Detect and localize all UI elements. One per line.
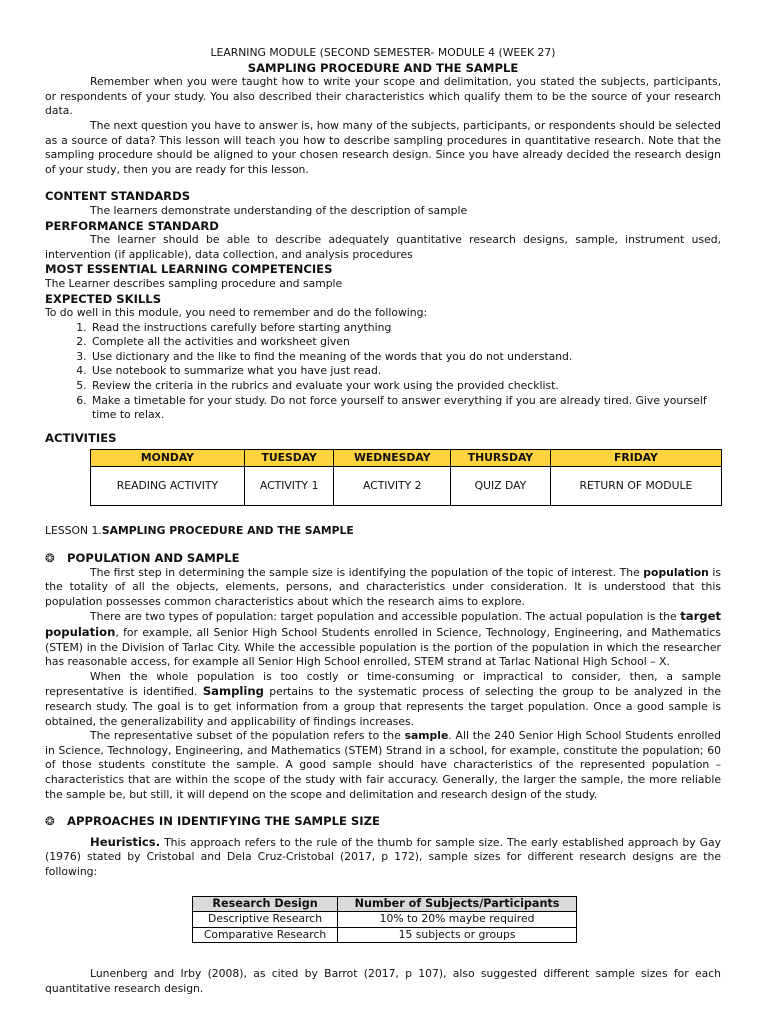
day-header-thursday: THURSDAY	[451, 450, 551, 467]
skill-item: 4. Use notebook to summarize what you have just read.	[90, 364, 721, 379]
population-paragraph-3: When the whole population is too costly or time-consuming or impractical to consider, then, a sample representative is identified. Sampling pertains to the systematic process of selecting the group to be analyzed in the research study. The goal is to get information from a group that represents the target population. Once a good sample is obtained, the generalizability and applicability of findings increases.	[45, 669, 721, 728]
expected-skills-heading: EXPECTED SKILLS	[45, 291, 162, 306]
intro-paragraph-2: The next question you have to answer is, how many of the subjects, participants, or respondents should be selected as a source of data? This lesson will teach you how to describe sampling procedures in quantitative research. Note that the sampling procedure should be aligned to your chosen research design. Since you have already decided the research design of your study, then you are ready for this lesson.	[45, 118, 721, 176]
closing-paragraph: Lunenberg and Irby (2008), as cited by Barrot (2017, p 107), also suggested different sample sizes for each quantitative research design.	[45, 967, 721, 995]
population-heading-row	[45, 551, 721, 566]
task-monday: READING ACTIVITY	[91, 467, 245, 506]
approaches-heading-row	[45, 814, 721, 829]
activities-schedule-table	[90, 449, 722, 506]
skill-item: 6. Make a timetable for your study. Do not force yourself to answer everything if you are already tired. Give yourself time to relax.	[90, 394, 721, 423]
population-paragraph-2: There are two types of population: target population and accessible population. The actual population is the target population, for example, all Senior High School Students enrolled in Science, Technology, Engineering, and Mathematics (STEM) in the Division of Tarlac City. While the accessible population is the portion of the population in which the researcher has reasonable access, for example all Senior High School enrolled, STEM strand at Tarlac National High School – X.	[45, 609, 721, 669]
lesson-heading	[45, 524, 721, 539]
module-title: SAMPLING PROCEDURE AND THE SAMPLE	[247, 60, 519, 75]
skill-item: 5. Review the criteria in the rubrics and evaluate your work using the provided checklist.	[90, 379, 721, 394]
skills-list	[45, 321, 721, 423]
competencies-text: The Learner describes sampling procedure and sample	[45, 276, 343, 290]
module-page	[45, 46, 721, 996]
skill-item: 1. Read the instructions carefully before starting anything	[90, 321, 721, 336]
table-row: Descriptive Research 10% to 20% maybe required	[193, 912, 577, 928]
day-header-monday: MONDAY	[91, 450, 245, 467]
skill-item: 2. Complete all the activities and worksheet given	[90, 335, 721, 350]
approaches-heading: APPROACHES IN IDENTIFYING THE SAMPLE SIZE	[67, 814, 380, 829]
table-row: Comparative Research 15 subjects or groups	[193, 927, 577, 943]
gear-bullet-icon: ❂	[45, 814, 55, 829]
expected-skills-lead: To do well in this module, you need to remember and do the following:	[45, 306, 428, 320]
lesson-prefix: LESSON 1.	[45, 524, 102, 538]
research-design-table	[192, 896, 577, 944]
day-header-friday: FRIDAY	[550, 450, 721, 467]
competencies-heading: MOST ESSENTIAL LEARNING COMPETENCIES	[45, 262, 333, 277]
heuristics-paragraph: Heuristics. This approach refers to the rule of the thumb for sample size. The early established approach by Gay (1976) stated by Cristobal and Dela Cruz-Cristobal (2017, p 172), sample sizes for different research designs are the following:	[45, 834, 721, 878]
activities-heading: ACTIVITIES	[45, 430, 117, 445]
task-friday: RETURN OF MODULE	[550, 467, 721, 506]
day-header-wednesday: WEDNESDAY	[334, 450, 451, 467]
population-paragraph-1: The first step in determining the sample size is identifying the population of the topic of interest. The population is the totality of all the objects, elements, persons, and characteristics under consideration. It is understood that this population possesses common characteristics about which the research aims to explore.	[45, 565, 722, 608]
gear-bullet-icon: ❂	[45, 551, 55, 566]
population-paragraph-4: The representative subset of the population refers to the sample. All the 240 Senior High School Students enrolled in Science, Technology, Engineering, and Mathematics (STEM) Strand in a school, for example, constitute the population; 60 of those students constitute the sample. A good sample should have characteristics of the represented population – characteristics that are within the scope of the study with fair accuracy. Generally, the larger the sample, the more reliable the sample be, but still, it will depend on the scope and delimitation and research design of the study.	[45, 729, 721, 801]
task-wednesday: ACTIVITY 2	[334, 467, 451, 506]
intro-paragraph-1: Remember when you were taught how to write your scope and delimitation, you stated the subjects, participants, or respondents of your study. You also described their characteristics which qualify them to be the source of your research data.	[45, 75, 721, 118]
task-tuesday: ACTIVITY 1	[244, 467, 334, 506]
content-standards-heading: CONTENT STANDARDS	[45, 189, 191, 204]
col-header-subjects: Number of Subjects/Participants	[338, 896, 577, 912]
performance-standard-text: The learner should be able to describe adequately quantitative research designs, sample, instrument used, intervention (if applicable), data collection, and analysis procedures	[45, 233, 721, 261]
performance-standard-heading: PERFORMANCE STANDARD	[45, 218, 219, 233]
content-standards-text: The learners demonstrate understanding of the description of sample	[90, 203, 468, 217]
day-header-tuesday: TUESDAY	[244, 450, 334, 467]
lesson-title: SAMPLING PROCEDURE AND THE SAMPLE	[101, 524, 354, 538]
task-thursday: QUIZ DAY	[451, 467, 551, 506]
module-label: LEARNING MODULE (SECOND SEMESTER- MODULE 4 (WEEK 27)	[210, 46, 556, 59]
skill-item: 3. Use dictionary and the like to find the meaning of the words that you do not understand.	[90, 350, 721, 365]
col-header-research-design: Research Design	[193, 896, 338, 912]
population-heading: POPULATION AND SAMPLE	[67, 551, 240, 566]
